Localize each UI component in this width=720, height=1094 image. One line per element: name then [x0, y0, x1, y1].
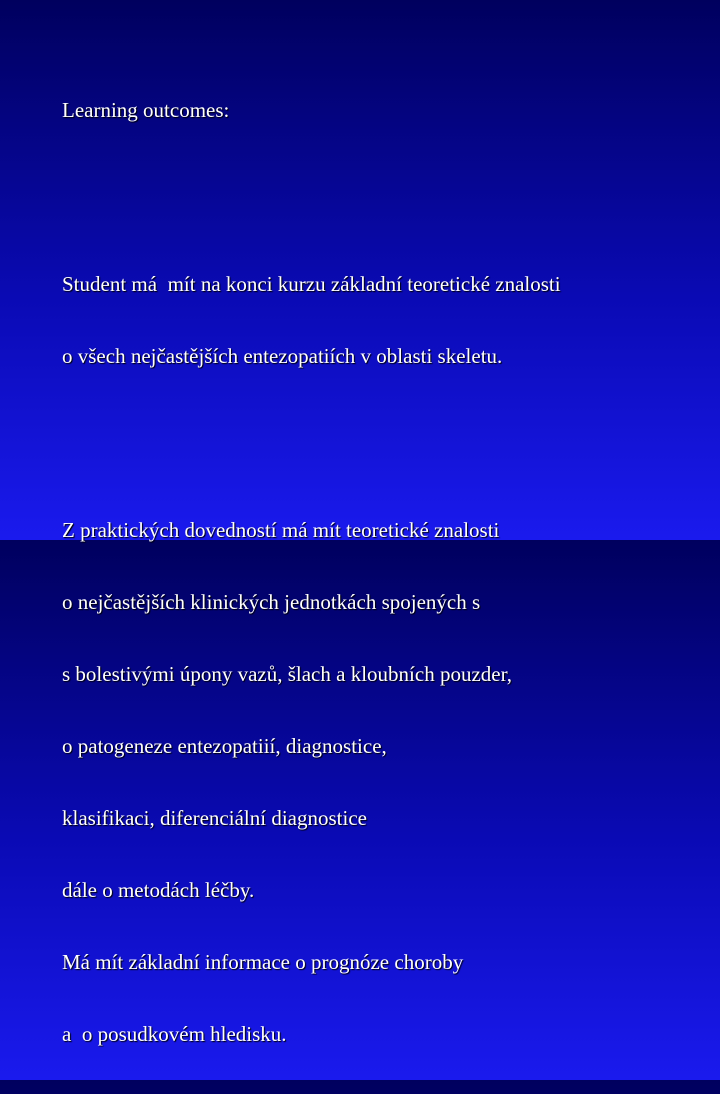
paragraph1-line: Student má mít na konci kurzu základní teoretické znalosti — [62, 272, 561, 296]
slide-text — [62, 50, 702, 1094]
paragraph2-line: klasifikaci, diferenciální diagnostice — [62, 806, 367, 830]
paragraph2-line: o patogeneze entezopatiií, diagnostice, — [62, 734, 387, 758]
spacer — [62, 416, 702, 446]
paragraph2-line: dále o metodách léčby. — [62, 878, 255, 902]
paragraph2-line: Z praktických dovedností má mít teoretické znalosti — [62, 518, 500, 542]
paragraph2-line: o nejčastějších klinických jednotkách spojených s — [62, 590, 481, 614]
paragraph2-line: s bolestivými úpony vazů, šlach a kloubních pouzder, — [62, 662, 512, 686]
spacer — [62, 170, 702, 200]
paragraph1-line: o všech nejčastějších entezopatiích v oblasti skeletu. — [62, 344, 503, 368]
paragraph2-line: Má mít základní informace o prognóze choroby — [62, 950, 464, 974]
heading: Learning outcomes: — [62, 98, 230, 122]
paragraph2-line: a o posudkovém hledisku. — [62, 1022, 287, 1046]
